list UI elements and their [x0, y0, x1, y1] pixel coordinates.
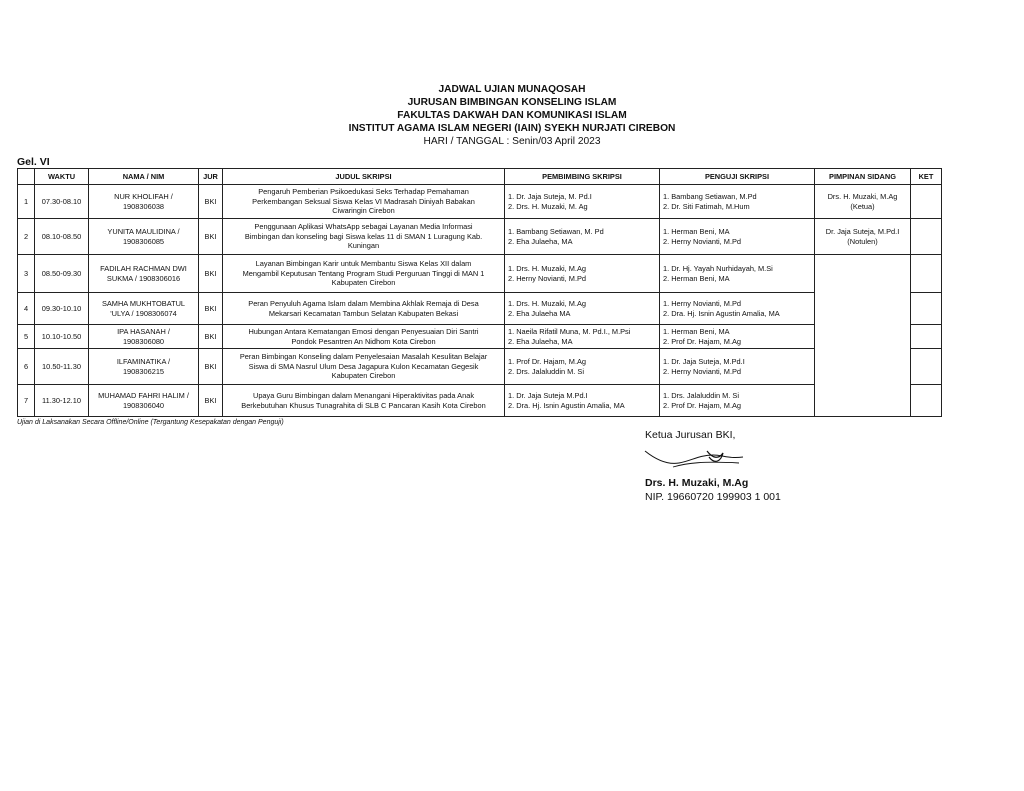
col-jur-header: JUR [199, 169, 223, 185]
time-slot: 11.30-12.10 [35, 385, 89, 417]
session-chair [815, 185, 911, 219]
examiners-line: 2. Dr. Siti Fatimah, M.Hum [663, 201, 750, 211]
row-number: 5 [18, 325, 35, 349]
examiners-line: 2. Herny Novianti, M.Pd [663, 366, 742, 376]
table-row [18, 325, 942, 349]
examiners-line: 2. Dra. Hj. Isnin Agustin Amalia, MA [663, 308, 780, 318]
thesis-title-line: Penggunaan Aplikasi WhatsApp sebagai Layanan Media Informasi [254, 222, 473, 232]
examiners-line: 1. Herman Beni, MA [663, 327, 730, 336]
exam-date: HARI / TANGGAL : Senin/03 April 2023 [423, 136, 601, 147]
examiners-line: 1. Dr. Jaja Suteja, M.Pd.I [663, 357, 745, 366]
schedule-title: JADWAL UJIAN MUNAQOSAH [438, 84, 586, 95]
time-slot: 08.50-09.30 [35, 255, 89, 293]
time-slot: 07.30-08.10 [35, 185, 89, 219]
supervisors-line: 1. Bambang Setiawan, M. Pd [508, 227, 604, 236]
remarks-cell [911, 325, 942, 349]
examiners-line: 2. Herny Novianti, M.Pd [663, 236, 742, 246]
examiners [660, 185, 815, 219]
supervisors-line: 2. Eha Julaeha MA [508, 308, 571, 318]
supervisors-line: 1. Dr. Jaja Suteja, M. Pd.I [508, 192, 592, 201]
row-number: 7 [18, 385, 35, 417]
supervisors-line: 2. Drs. Jalaluddin M. Si [508, 366, 584, 376]
supervisors-line: 1. Drs. H. Muzaki, M.Ag [508, 299, 587, 308]
time-slot: 10.50-11.30 [35, 349, 89, 385]
supervisors-line: 2. Dra. Hj. Isnin Agustin Amalia, MA [508, 400, 625, 410]
table-row [18, 293, 942, 325]
examiners-line: 1. Bambang Setiawan, M.Pd [663, 192, 757, 201]
major-code: BKI [199, 185, 223, 219]
table-row [18, 185, 942, 219]
session-chair-line: (Ketua) [850, 201, 875, 211]
col-judul-header: JUDUL SKRIPSI [223, 169, 505, 185]
time-slot: 09.30-10.10 [35, 293, 89, 325]
thesis-title-line: Pengaruh Pemberian Psikoedukasi Seks Terhadap Pemahaman [258, 187, 469, 197]
major-code: BKI [199, 219, 223, 255]
examiners [660, 293, 815, 325]
major-code: BKI [199, 293, 223, 325]
student-name-nim-line: SUKMA / 1908306016 [106, 273, 181, 283]
table-row [18, 385, 942, 417]
thesis-title-line: Perkembangan Seksual Siswa Kelas VI Madrasah Diniyah Babakan [252, 196, 475, 206]
signatory-nip: NIP. 19660720 199903 1 001 [645, 491, 781, 503]
student-name-nim [89, 349, 199, 385]
major-code: BKI [199, 385, 223, 417]
remarks-cell [911, 255, 942, 293]
schedule-table [17, 168, 942, 417]
examiners-line: 2. Prof Dr. Hajam, M.Ag [663, 336, 742, 346]
thesis-title [223, 219, 505, 255]
thesis-title-line: Bimbingan dan konseling bagi Siswa kelas 11 di SMAN 1 Luragung Kab. [244, 231, 483, 241]
thesis-title [223, 293, 505, 325]
supervisors-line: 1. Dr. Jaja Suteja M.Pd.I [508, 391, 588, 400]
supervisors [505, 255, 660, 293]
supervisors-line: 2. Eha Julaeha, MA [508, 336, 573, 346]
student-name-nim-line: 1908306040 [122, 400, 165, 410]
signatory-name: Drs. H. Muzaki, M.Ag [645, 477, 749, 489]
examiners-line: 1. Drs. Jalaluddin M. Si [663, 391, 739, 400]
examiners-line: 1. Dr. Hj. Yayah Nurhidayah, M.Si [663, 264, 773, 273]
exam-note: Ujian di Laksanakan Secara Offline/Online (Tergantung Kesepakatan dengan Penguji) [17, 419, 284, 426]
student-name-nim [89, 325, 199, 349]
student-name-nim-line: FADILAH RACHMAN DWI [100, 264, 187, 273]
major-code: BKI [199, 255, 223, 293]
supervisors [505, 325, 660, 349]
student-name-nim-line: 1908306085 [122, 236, 165, 246]
thesis-title-line: Upaya Guru Bimbingan dalam Menangani Hiperaktivitas pada Anak [252, 391, 475, 400]
signature-block [645, 429, 781, 503]
col-penguji-header: PENGUJI SKRIPSI [660, 169, 815, 185]
student-name-nim-line: 1908306080 [122, 336, 165, 346]
supervisors-line: 2. Eha Julaeha, MA [508, 236, 573, 246]
thesis-title-line: Peran Penyuluh Agama Islam dalam Membina Akhlak Remaja di Desa [248, 299, 479, 308]
time-slot: 08.10-08.50 [35, 219, 89, 255]
examiners-line: 1. Herman Beni, MA [663, 227, 730, 236]
student-name-nim [89, 385, 199, 417]
supervisors [505, 219, 660, 255]
remarks-cell [911, 385, 942, 417]
session-chair [815, 219, 911, 255]
session-chair-empty [815, 255, 911, 417]
thesis-title-line: Berkebutuhan Khusus Tunagrahita di SLB C Pancaran Kasih Kota Cirebon [241, 400, 486, 410]
major-code: BKI [199, 349, 223, 385]
thesis-title-line: Kuningan [347, 241, 380, 251]
student-name-nim-line: 'ULYA / 1908306074 [110, 308, 177, 318]
document-header [0, 83, 1024, 148]
student-name-nim [89, 219, 199, 255]
col-pembimbing-header: PEMBIMBING SKRIPSI [505, 169, 660, 185]
col-nama-header: NAMA / NIM [89, 169, 199, 185]
thesis-title-line: Kabupaten Cirebon [331, 371, 396, 381]
student-name-nim [89, 255, 199, 293]
remarks-cell [911, 219, 942, 255]
thesis-title-line: Peran Bimbingan Konseling dalam Penyelesaian Masalah Kesulitan Belajar [239, 352, 488, 362]
col-no-header [18, 169, 35, 185]
time-slot: 10.10-10.50 [35, 325, 89, 349]
row-number: 1 [18, 185, 35, 219]
supervisors-line: 2. Drs. H. Muzaki, M. Ag [508, 201, 588, 211]
supervisors-line: 2. Herny Novianti, M.Pd [508, 273, 587, 283]
thesis-title [223, 255, 505, 293]
student-name-nim-line: ILFAMINATIKA / [116, 357, 171, 366]
col-pimpinan-header: PIMPINAN SIDANG [815, 169, 911, 185]
student-name-nim [89, 293, 199, 325]
student-name-nim-line: NUR KHOLIFAH / [114, 192, 173, 201]
thesis-title [223, 349, 505, 385]
table-row [18, 255, 942, 293]
row-number: 6 [18, 349, 35, 385]
row-number: 4 [18, 293, 35, 325]
thesis-title-line: Kabupaten Cirebon [331, 278, 396, 288]
student-name-nim-line: SAMHA MUKHTOBATUL [101, 299, 186, 308]
handwritten-signature [643, 443, 753, 473]
student-name-nim [89, 185, 199, 219]
table-row [18, 219, 942, 255]
session-chair-line: Dr. Jaja Suteja, M.Pd.I [825, 227, 900, 236]
supervisors [505, 185, 660, 219]
row-number: 2 [18, 219, 35, 255]
student-name-nim-line: MUHAMAD FAHRI HALIM / [98, 391, 189, 400]
thesis-title-line: Siswa di SMA Nasrul Ulum Desa Jagapura Kulon Kecamatan Gegesik [248, 361, 479, 371]
examiners [660, 325, 815, 349]
thesis-title-line: Hubungan Antara Kematangan Emosi dengan Penyesuaian Diri Santri [248, 327, 479, 336]
col-ket-header: KET [911, 169, 942, 185]
col-waktu-header: WAKTU [35, 169, 89, 185]
remarks-cell [911, 349, 942, 385]
supervisors-line: 1. Naeila Rifatil Muna, M. Pd.I., M.Psi [508, 327, 631, 336]
thesis-title-line: Mekarsari Kecamatan Tambun Selatan Kabupaten Bekasi [268, 308, 459, 318]
examiners [660, 219, 815, 255]
department-name: JURUSAN BIMBINGAN KONSELING ISLAM [407, 97, 617, 108]
session-chair-line: Drs. H. Muzaki, M.Ag [827, 192, 898, 201]
examiners [660, 255, 815, 293]
thesis-title-line: Mengambil Keputusan Tentang Program Studi Perguruan Tinggi di MAN 1 [242, 268, 485, 278]
examiners-line: 2. Prof Dr. Hajam, M.Ag [663, 400, 742, 410]
remarks-cell [911, 185, 942, 219]
supervisors [505, 349, 660, 385]
row-number: 3 [18, 255, 35, 293]
remarks-cell [911, 293, 942, 325]
signatory-role: Ketua Jurusan BKI, [645, 429, 736, 441]
supervisors [505, 293, 660, 325]
table-row [18, 349, 942, 385]
thesis-title [223, 385, 505, 417]
thesis-title-line: Ciwaringin Cirebon [332, 206, 395, 216]
student-name-nim-line: 1908306215 [122, 366, 165, 376]
student-name-nim-line: 1908306038 [122, 201, 165, 211]
table-header-row [18, 169, 942, 185]
student-name-nim-line: IPA HASANAH / [117, 327, 170, 336]
faculty-name: FAKULTAS DAKWAH DAN KOMUNIKASI ISLAM [397, 110, 627, 121]
supervisors [505, 385, 660, 417]
session-chair-line: (Notulen) [847, 236, 878, 246]
examiners [660, 385, 815, 417]
group-label: Gel. VI [17, 156, 50, 168]
student-name-nim-line: YUNITA MAULIDINA / [107, 227, 180, 236]
institute-name: INSTITUT AGAMA ISLAM NEGERI (IAIN) SYEKH NURJATI CIREBON [348, 123, 676, 134]
supervisors-line: 1. Prof Dr. Hajam, M.Ag [508, 357, 587, 366]
major-code: BKI [199, 325, 223, 349]
table-body [18, 185, 942, 417]
thesis-title-line: Pondok Pesantren An Nidhom Kota Cirebon [291, 336, 436, 346]
thesis-title [223, 185, 505, 219]
thesis-title [223, 325, 505, 349]
examiners-line: 1. Herny Novianti, M.Pd [663, 299, 742, 308]
examiners-line: 2. Herman Beni, MA [663, 273, 730, 283]
supervisors-line: 1. Drs. H. Muzaki, M.Ag [508, 264, 587, 273]
examiners [660, 349, 815, 385]
thesis-title-line: Layanan Bimbingan Karir untuk Membantu Siswa Kelas XII dalam [255, 259, 472, 269]
